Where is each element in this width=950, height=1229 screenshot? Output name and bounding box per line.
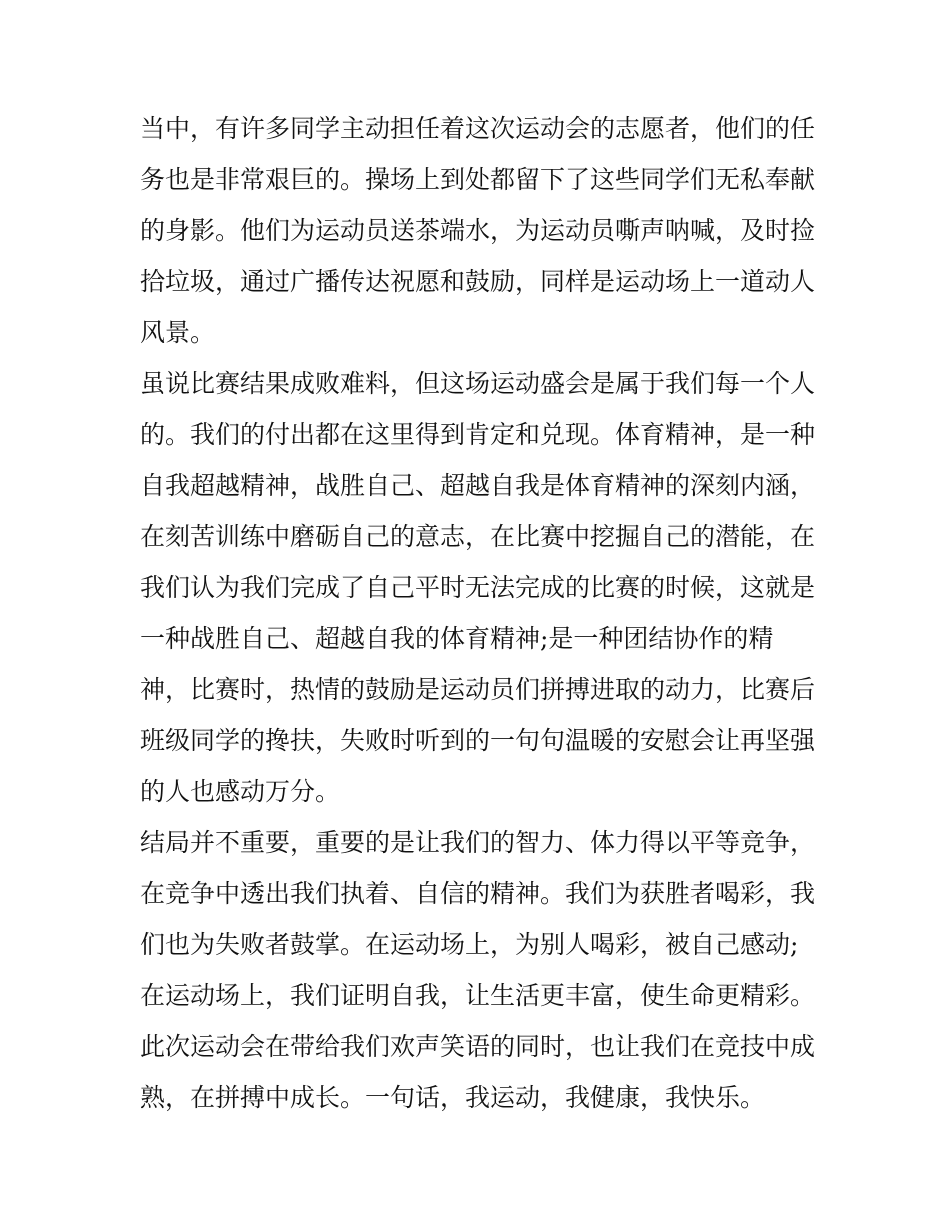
text-line: 的人也感动万分。 [140,777,341,806]
text-line: 在运动场上，我们证明自我，让生活更丰富，使生命更精彩。 [140,981,816,1010]
text-line: 当中，有许多同学主动担任着这次运动会的志愿者，他们的任 [140,114,816,143]
text-line: 们也为失败者鼓掌。在运动场上，为别人喝彩，被自己感动; [140,930,799,959]
text-line: 风景。 [140,318,216,347]
text-line: 熟，在拼搏中成长。一句话，我运动，我健康，我快乐。 [140,1083,766,1112]
text-line: 在竞争中透出我们执着、自信的精神。我们为获胜者喝彩，我 [140,879,816,908]
text-line: 的身影。他们为运动员送茶端水，为运动员嘶声呐喊，及时捡 [140,216,816,245]
text-line: 虽说比赛结果成败难料，但这场运动盛会是属于我们每一个人 [140,369,816,398]
text-line: 此次运动会在带给我们欢声笑语的同时，也让我们在竞技中成 [140,1032,816,1061]
text-line: 的。我们的付出都在这里得到肯定和兑现。体育精神，是一种 [140,420,816,449]
text-line: 结局并不重要，重要的是让我们的智力、体力得以平等竞争， [140,828,816,857]
text-line: 在刻苦训练中磨砺自己的意志，在比赛中挖掘自己的潜能，在 [140,522,816,551]
text-line: 神，比赛时，热情的鼓励是运动员们拼搏进取的动力，比赛后 [140,675,816,704]
text-line: 自我超越精神，战胜自己、超越自我是体育精神的深刻内涵， [140,471,816,500]
text-line: 务也是非常艰巨的。操场上到处都留下了这些同学们无私奉献 [140,165,816,194]
text-line: 拾垃圾，通过广播传达祝愿和鼓励，同样是运动场上一道动人 [140,267,816,296]
text-line: 班级同学的搀扶，失败时听到的一句句温暖的安慰会让再坚强 [140,726,816,755]
document-body [140,103,820,1123]
text-line: 一种战胜自己、超越自我的体育精神;是一种团结协作的精 [140,624,774,653]
text-line: 我们认为我们完成了自己平时无法完成的比赛的时候，这就是 [140,573,816,602]
